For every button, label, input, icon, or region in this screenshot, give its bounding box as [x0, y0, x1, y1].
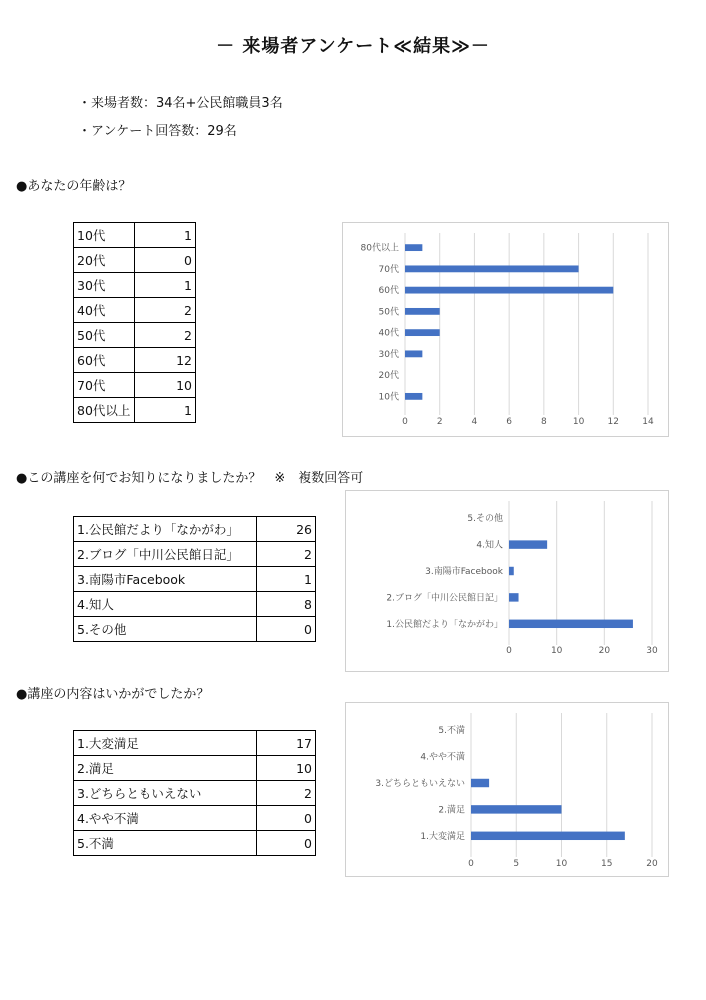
age-table [73, 222, 196, 423]
page-title: － 来場者アンケート≪結果≫－ [216, 36, 490, 57]
age-chart [342, 222, 669, 437]
row-label: 4.やや不満 [74, 806, 257, 831]
bar [509, 567, 514, 575]
tick-label: 8 [540, 417, 547, 427]
row-value: 2 [257, 781, 316, 806]
tick-label: 10 [555, 859, 568, 869]
category-label: 4.やや不満 [420, 752, 465, 763]
row-label: 40代 [74, 298, 135, 323]
row-value: 1 [134, 273, 196, 298]
table-row [74, 298, 196, 323]
row-value: 2 [134, 323, 196, 348]
category-label: 50代 [378, 307, 399, 318]
category-label: 70代 [378, 264, 399, 275]
bar [405, 393, 422, 400]
row-label: 3.南陽市Facebook [74, 567, 257, 592]
row-value: 1 [134, 398, 196, 423]
bar [471, 805, 562, 813]
row-label: 3.どちらともいえない [74, 781, 257, 806]
source-chart [345, 490, 669, 672]
tick-label: 0 [506, 646, 512, 656]
category-label: 40代 [378, 328, 399, 339]
tick-label: 10 [550, 646, 563, 656]
row-label: 4.知人 [74, 592, 257, 617]
bar [471, 779, 489, 787]
tick-label: 6 [506, 417, 513, 427]
category-label: 80代以上 [360, 243, 399, 254]
tick-label: 0 [402, 417, 408, 427]
tick-label: 0 [468, 859, 474, 869]
category-label: 1.大変満足 [420, 831, 465, 842]
table-row [74, 756, 316, 781]
row-label: 50代 [74, 323, 135, 348]
table-row [74, 398, 196, 423]
response-count-text: ・アンケート回答数：29名 [78, 124, 237, 139]
age-chart-svg [343, 223, 668, 436]
tick-label: 10 [572, 417, 585, 427]
question-source: ●この講座を何でお知りになりましたか？ ※ 複数回答可 [16, 471, 364, 486]
table-row [74, 592, 316, 617]
satisfaction-chart-svg [346, 703, 668, 876]
bar [405, 350, 422, 357]
row-value: 0 [257, 806, 316, 831]
tick-label: 2 [436, 417, 443, 427]
row-label: 20代 [74, 248, 135, 273]
table-row [74, 373, 196, 398]
table-row [74, 617, 316, 642]
tick-label: 15 [601, 859, 613, 869]
table-row [74, 348, 196, 373]
question-satisfaction: ●講座の内容はいかがでしたか？ [16, 687, 210, 702]
bar [471, 832, 625, 840]
category-label: 1.公民館だより「なかがわ」 [386, 619, 503, 630]
tick-label: 14 [642, 417, 654, 427]
table-row [74, 781, 316, 806]
satisfaction-chart [345, 702, 669, 877]
row-label: 1.大変満足 [74, 731, 257, 756]
table-row [74, 223, 196, 248]
bar [405, 244, 422, 251]
table-row [74, 542, 316, 567]
category-label: 3.南陽市Facebook [425, 567, 503, 577]
row-label: 30代 [74, 273, 135, 298]
table-row [74, 517, 316, 542]
row-label: 2.満足 [74, 756, 257, 781]
row-value: 0 [134, 248, 196, 273]
row-value: 1 [257, 567, 316, 592]
category-label: 2.満足 [438, 805, 465, 816]
tick-label: 4 [471, 417, 478, 427]
question-age: ●あなたの年齢は？ [16, 179, 132, 194]
row-value: 0 [257, 831, 316, 856]
table-row [74, 831, 316, 856]
row-value: 26 [257, 517, 316, 542]
row-label: 80代以上 [74, 398, 135, 423]
row-value: 10 [134, 373, 196, 398]
row-value: 8 [257, 592, 316, 617]
satisfaction-table [73, 730, 316, 856]
category-label: 2.ブログ「中川公民館日記」 [386, 593, 503, 604]
table-row [74, 806, 316, 831]
category-label: 10代 [378, 392, 399, 403]
row-label: 10代 [74, 223, 135, 248]
bar [509, 593, 519, 601]
row-value: 1 [134, 223, 196, 248]
bar [509, 540, 547, 548]
bar [405, 329, 440, 336]
row-value: 2 [134, 298, 196, 323]
tick-label: 30 [646, 646, 658, 656]
row-label: 2.ブログ「中川公民館日記」 [74, 542, 257, 567]
category-label: 30代 [378, 349, 399, 360]
row-value: 17 [257, 731, 316, 756]
category-label: 3.どちらともいえない [375, 779, 465, 789]
row-value: 2 [257, 542, 316, 567]
row-label: 5.不満 [74, 831, 257, 856]
tick-label: 12 [607, 417, 620, 427]
visitor-count-text: ・来場者数：34名+公民館職員3名 [78, 96, 283, 111]
bar [405, 287, 613, 294]
tick-label: 5 [513, 859, 520, 869]
bar [509, 620, 633, 628]
table-row [74, 323, 196, 348]
table-row [74, 248, 196, 273]
tick-label: 20 [598, 646, 611, 656]
source-chart-svg [346, 491, 668, 671]
table-row [74, 731, 316, 756]
row-label: 1.公民館だより「なかがわ」 [74, 517, 257, 542]
category-label: 5.その他 [467, 514, 503, 525]
category-label: 60代 [378, 286, 399, 297]
bar [405, 265, 579, 272]
row-value: 0 [257, 617, 316, 642]
row-label: 5.その他 [74, 617, 257, 642]
row-value: 12 [134, 348, 196, 373]
row-label: 70代 [74, 373, 135, 398]
category-label: 20代 [378, 371, 399, 382]
row-value: 10 [257, 756, 316, 781]
source-table [73, 516, 316, 642]
category-label: 4.知人 [476, 540, 503, 551]
category-label: 5.不満 [438, 726, 465, 737]
tick-label: 20 [646, 859, 658, 869]
row-label: 60代 [74, 348, 135, 373]
table-row [74, 273, 196, 298]
bar [405, 308, 440, 315]
table-row [74, 567, 316, 592]
